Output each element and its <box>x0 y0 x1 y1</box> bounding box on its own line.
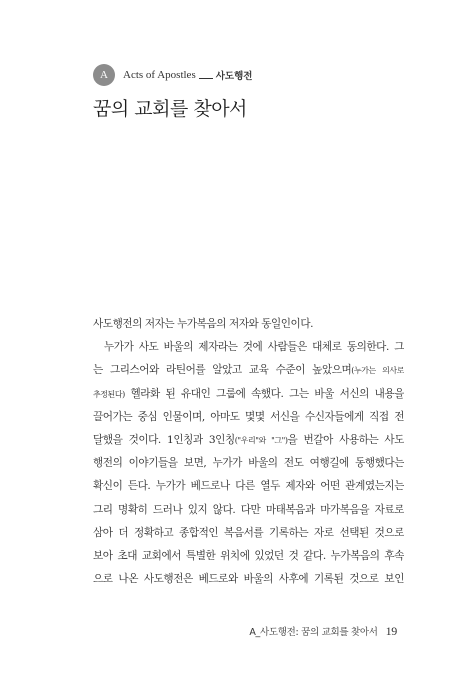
running-title-english: Acts of Apostles <box>123 69 196 81</box>
title-separator <box>199 78 213 79</box>
inline-note: (누가는 의사로 <box>351 366 404 376</box>
body-line: 행전의 이야기들을 보면, 누가가 바울의 전도 여행길에 동행했다는 <box>93 457 404 470</box>
running-title-korean: 사도행전 <box>215 71 253 82</box>
running-header <box>93 63 252 87</box>
body-line: 누가가 사도 바울의 제자라는 것에 사람들은 대체로 동의한다. 그 <box>104 341 404 354</box>
inline-note: ("우리"와 "그") <box>234 435 288 445</box>
body-line: 달했을 것이다. 1인칭과 3인칭("우리"와 "그")을 번갈아 사용하는 사도 <box>93 433 404 446</box>
body-line: 보아 초대 교회에서 특별한 위치에 있었던 것 같다. 누가복음의 후속 <box>93 549 404 562</box>
body-line: 사도행전의 저자는 누가복음의 저자와 동일인이다. <box>93 318 314 330</box>
chapter-title: 꿈의 교회를 찾아서 <box>93 98 247 120</box>
page-footer <box>249 624 397 639</box>
body-line: 으로 나온 사도행전은 베드로와 바울의 사후에 기록된 것으로 보인 <box>93 573 404 586</box>
body-line: 그리 명확히 드러나 있지 않다. 다만 마태복음과 마가복음을 자료로 <box>93 503 404 516</box>
body-line: 삼아 더 정확하고 종합적인 복음서를 기록하는 자로 선택된 것으로 <box>93 526 404 539</box>
body-line: 끌어가는 중심 인물이며, 아마도 몇몇 서신을 수신자들에게 직접 전 <box>93 410 404 423</box>
inline-note: 추정된다) <box>93 389 125 399</box>
body-line: 는 그리스어와 라틴어를 알았고 교육 수준이 높았으며(누가는 의사로 <box>93 364 404 377</box>
body-line: 추정된다) 헬라화 된 유대인 그룹에 속했다. 그는 바울 서신의 내용을 <box>93 387 404 400</box>
section-badge: A <box>93 64 115 86</box>
footer-running-text: A_사도행전: 꿈의 교회를 찾아서 <box>249 627 378 638</box>
running-title <box>123 68 252 82</box>
page-number: 19 <box>385 624 397 638</box>
body-line: 확신이 든다. 누가가 베드로나 다른 열두 제자와 어떤 관계였는지는 <box>93 480 404 493</box>
body-text <box>93 313 404 591</box>
